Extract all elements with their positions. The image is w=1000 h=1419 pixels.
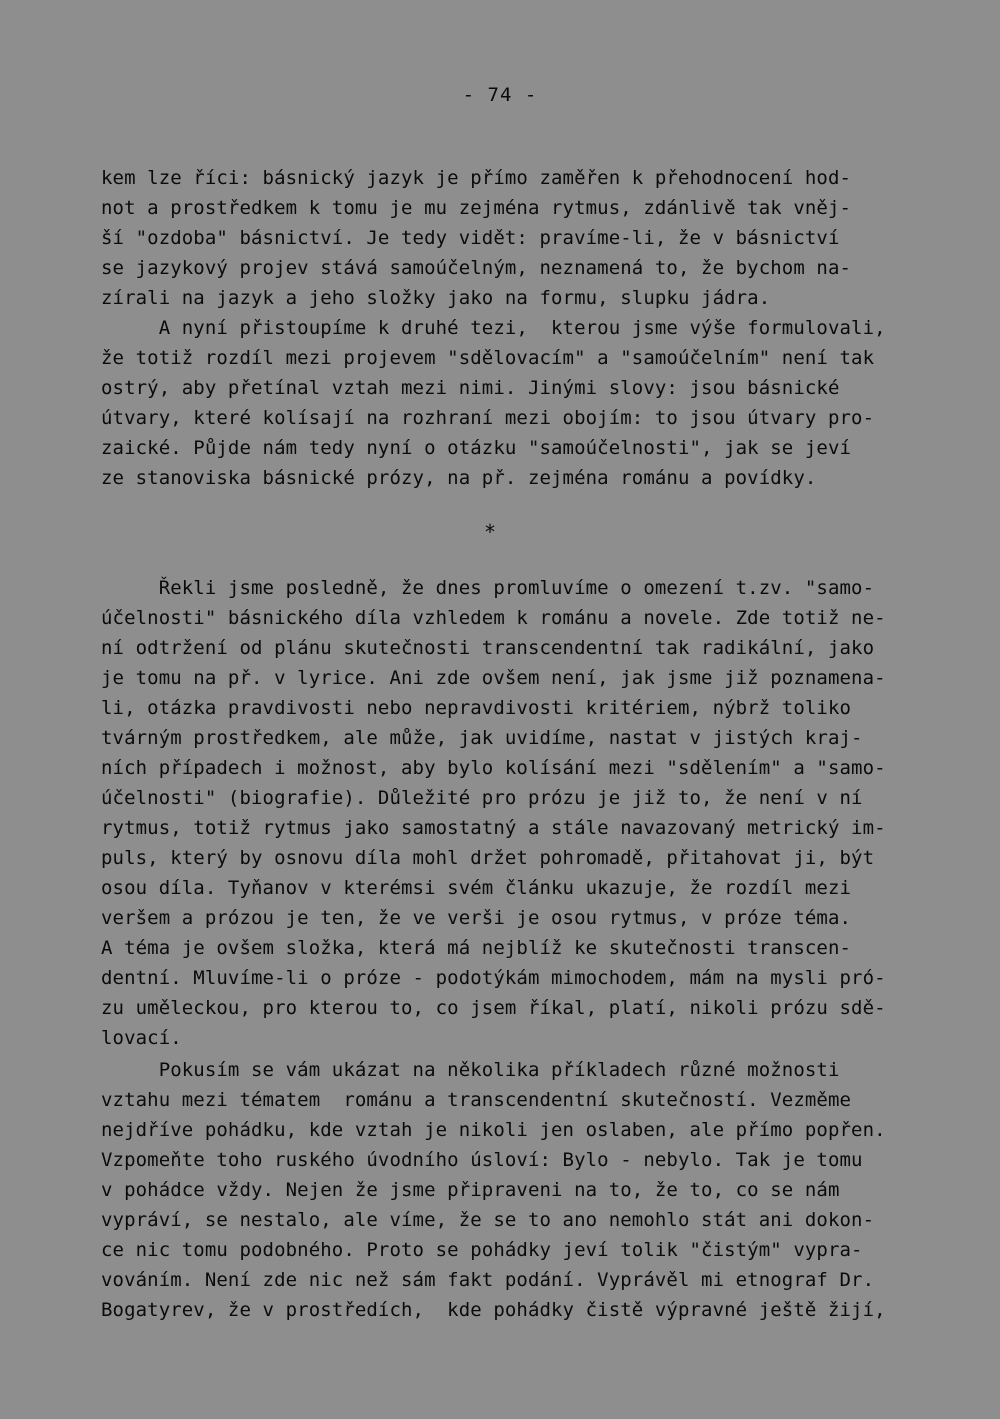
section-separator: * bbox=[484, 520, 497, 544]
text-line: ních případech i možnost, aby bylo kolísání mezi "sdělením" a "samo- bbox=[101, 757, 886, 779]
text-line: zaické. Půjde nám tedy nyní o otázku "samoúčelnosti", jak se jeví bbox=[101, 437, 852, 459]
text-line: li, otázka pravdivosti nebo nepravdivosti kritériem, nýbrž toliko bbox=[101, 697, 852, 719]
text-line: Řekli jsme posledně, že dnes promluvíme o omezení t.zv. "samo- bbox=[101, 577, 875, 599]
text-line: kem lze říci: básnický jazyk je přímo zaměřen k přehodnocení hod- bbox=[101, 167, 852, 189]
text-line: účelnosti" básnického díla vzhledem k románu a novele. Zde totiž ne- bbox=[101, 607, 886, 629]
text-line: že totiž rozdíl mezi projevem "sdělovacím" a "samoúčelním" není tak bbox=[101, 347, 875, 369]
text-line: puls, který by osnovu díla mohl držet pohromadě, přitahovat ji, být bbox=[101, 847, 875, 869]
text-line: zírali na jazyk a jeho složky jako na formu, slupku jádra. bbox=[101, 287, 771, 309]
text-line: vováním. Není zde nic než sám fakt podání. Vyprávěl mi etnograf Dr. bbox=[101, 1269, 875, 1291]
text-line: je tomu na př. v lyrice. Ani zde ovšem není, jak jsme již poznamena- bbox=[101, 667, 886, 689]
text-line: A téma je ovšem složka, která má nejblíž ke skutečnosti transcen- bbox=[101, 937, 852, 959]
text-line: tvárným prostředkem, ale může, jak uvidíme, nastat v jistých kraj- bbox=[101, 727, 863, 749]
text-line: zu uměleckou, pro kterou to, co jsem říkal, platí, nikoli prózu sdě- bbox=[101, 997, 886, 1019]
text-line: osou díla. Tyňanov v kterémsi svém článku ukazuje, že rozdíl mezi bbox=[101, 877, 852, 899]
text-line: Bogatyrev, že v prostředích, kde pohádky čistě výpravné ještě žijí, bbox=[101, 1299, 886, 1321]
text-line: vztahu mezi tématem románu a transcendentní skutečností. Vezměme bbox=[101, 1089, 852, 1111]
text-line: účelnosti" (biografie). Důležité pro prózu je již to, že není v ní bbox=[101, 787, 863, 809]
text-line: ce nic tomu podobného. Proto se pohádky jeví tolik "čistým" vypra- bbox=[101, 1239, 863, 1261]
text-line: A nyní přistoupíme k druhé tezi, kterou jsme výše formulovali, bbox=[101, 317, 886, 339]
text-line: ostrý, aby přetínal vztah mezi nimi. Jinými slovy: jsou básnické bbox=[101, 377, 840, 399]
text-line: v pohádce vždy. Nejen že jsme připraveni na to, že to, co se nám bbox=[101, 1179, 840, 1201]
text-line: vypráví, se nestalo, ale víme, že se to ano nemohlo stát ani dokon- bbox=[101, 1209, 875, 1231]
text-line: veršem a prózou je ten, že ve verši je osou rytmus, v próze téma. bbox=[101, 907, 852, 929]
text-line: útvary, které kolísají na rozhraní mezi obojím: to jsou útvary pro- bbox=[101, 407, 875, 429]
text-line: ší "ozdoba" básnictví. Je tedy vidět: pravíme-li, že v básnictví bbox=[101, 227, 840, 249]
text-line: lovací. bbox=[101, 1027, 182, 1049]
text-line: ze stanoviska básnické prózy, na př. zejména románu a povídky. bbox=[101, 467, 817, 489]
text-line: not a prostředkem k tomu je mu zejména rytmus, zdánlivě tak vněj- bbox=[101, 197, 852, 219]
text-line: ní odtržení od plánu skutečnosti transcendentní tak radikální, jako bbox=[101, 637, 875, 659]
text-line: nejdříve pohádku, kde vztah je nikoli jen oslaben, ale přímo popřen. bbox=[101, 1119, 886, 1141]
text-line: dentní. Mluvíme-li o próze - podotýkám mimochodem, mám na mysli pró- bbox=[101, 967, 886, 989]
page-number: - 74 - bbox=[462, 84, 538, 106]
text-line: Pokusím se vám ukázat na několika příkladech různé možnosti bbox=[101, 1059, 840, 1081]
text-line: se jazykový projev stává samoúčelným, neznamená to, že bychom na- bbox=[101, 257, 852, 279]
text-line: rytmus, totiž rytmus jako samostatný a stále navazovaný metrický im- bbox=[101, 817, 886, 839]
text-line: Vzpomeňte toho ruského úvodního úsloví: Bylo - nebylo. Tak je tomu bbox=[101, 1149, 863, 1171]
